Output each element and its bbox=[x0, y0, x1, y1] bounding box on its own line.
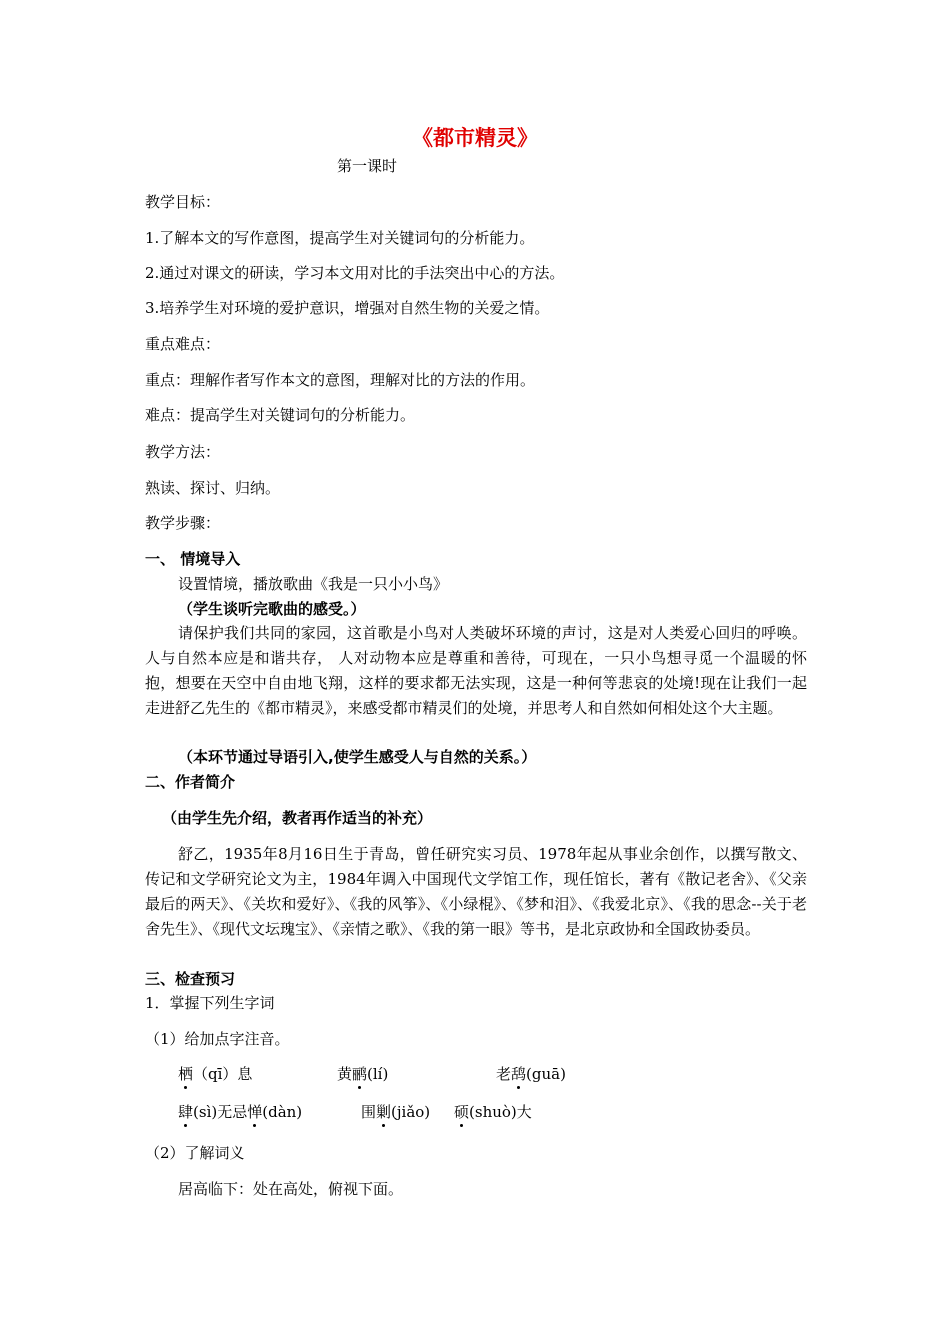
section-3-subitem: （2）了解词义 bbox=[145, 1144, 245, 1162]
section-1-paragraph: 请保护我们共同的家园，这首歌是小鸟对人类破坏环境的声讨，这是对人类爱心回归的呼唤。人与自然本应是和谐共存， 人对动物本应是尊重和善待，可现在，一只小鸟想寻觅一个温暖的怀抱，想要在天空中自由地飞翔，这样的要求都无法实现，这是一种何等悲哀的处境!现在让我们一起走进舒乙先生的《都市精灵》，来感受都市精灵们的处境，并思考人和自然如何相处这个大主题。 bbox=[145, 624, 807, 717]
page-title: 《都市精灵》 bbox=[412, 126, 538, 150]
steps-heading: 教学步骤： bbox=[145, 514, 221, 532]
dotted-char: 剿 bbox=[376, 1103, 392, 1121]
section-2-heading: 二、作者简介 bbox=[145, 773, 236, 791]
difficulty: 难点：提高学生对关键词句的分析能力。 bbox=[145, 406, 416, 424]
dotted-char: 栖 bbox=[178, 1065, 194, 1083]
section-3-subitem: （1）给加点字注音。 bbox=[145, 1030, 290, 1048]
goal-item: 1.了解本文的写作意图，提高学生对关键词句的分析能力。 bbox=[145, 229, 535, 247]
section-3-item: 1．掌握下列生字词 bbox=[145, 994, 275, 1012]
key-heading: 重点难点： bbox=[145, 335, 221, 353]
goal-item: 3.培养学生对环境的爱护意识，增强对自然生物的关爱之情。 bbox=[145, 299, 550, 317]
dotted-char: 鹂 bbox=[352, 1065, 368, 1083]
goal-item: 2.通过对课文的研读，学习本文用对比的手法突出中心的方法。 bbox=[145, 264, 565, 282]
pinyin-word: 硕(shuò)大 bbox=[454, 1103, 532, 1121]
pinyin-word: 老鸹(guā) bbox=[496, 1065, 566, 1083]
lesson-subtitle: 第一课时 bbox=[337, 157, 398, 175]
methods: 熟读、探讨、归纳。 bbox=[145, 479, 281, 497]
goals-heading: 教学目标： bbox=[145, 193, 221, 211]
section-2-note: （由学生先介绍，教者再作适当的补充） bbox=[162, 809, 433, 827]
section-1-heading: 一、 情境导入 bbox=[145, 550, 241, 568]
section-2-paragraph: 舒乙，1935年8月16日生于青岛，曾任研究实习员、1978年起从事业余创作，以撰写散文、传记和文学研究论文为主，1984年调入中国现代文学馆工作，现任馆长，著有《散记老舍》、《父亲最后的两天》、《关坎和爱好》、《我的风筝》、《小绿棍》、《梦和泪》、《我爱北京》、《我的思念--关于老舍先生》、《现代文坛瑰宝》、《亲情之歌》、《我的第一眼》等书，是北京政协和全国政协委员。 bbox=[145, 845, 807, 938]
pinyin-word: 围剿(jiǎo) bbox=[361, 1103, 431, 1121]
section-1-note: （本环节通过导语引入,使学生感受人与自然的关系。） bbox=[178, 748, 537, 766]
definition: 居高临下：处在高处，俯视下面。 bbox=[178, 1180, 404, 1198]
section-1-activity: （学生谈听完歌曲的感受。） bbox=[178, 600, 366, 618]
dotted-char: 肆 bbox=[178, 1103, 194, 1121]
section-1-line: 设置情境，播放歌曲《我是一只小小鸟》 bbox=[178, 575, 449, 593]
method-heading: 教学方法： bbox=[145, 443, 221, 461]
pinyin-word: 黄鹂(lí) bbox=[337, 1065, 389, 1083]
pinyin-word: 栖（qī）息 bbox=[178, 1065, 253, 1083]
dotted-char: 鸹 bbox=[511, 1065, 527, 1083]
pinyin-word: 肆(sì)无忌惮(dàn) bbox=[178, 1103, 303, 1121]
key-point: 重点：理解作者写作本文的意图，理解对比的方法的作用。 bbox=[145, 371, 536, 389]
dotted-char: 硕 bbox=[454, 1103, 470, 1121]
section-3-heading: 三、检查预习 bbox=[145, 970, 236, 988]
dotted-char: 惮 bbox=[247, 1103, 263, 1121]
